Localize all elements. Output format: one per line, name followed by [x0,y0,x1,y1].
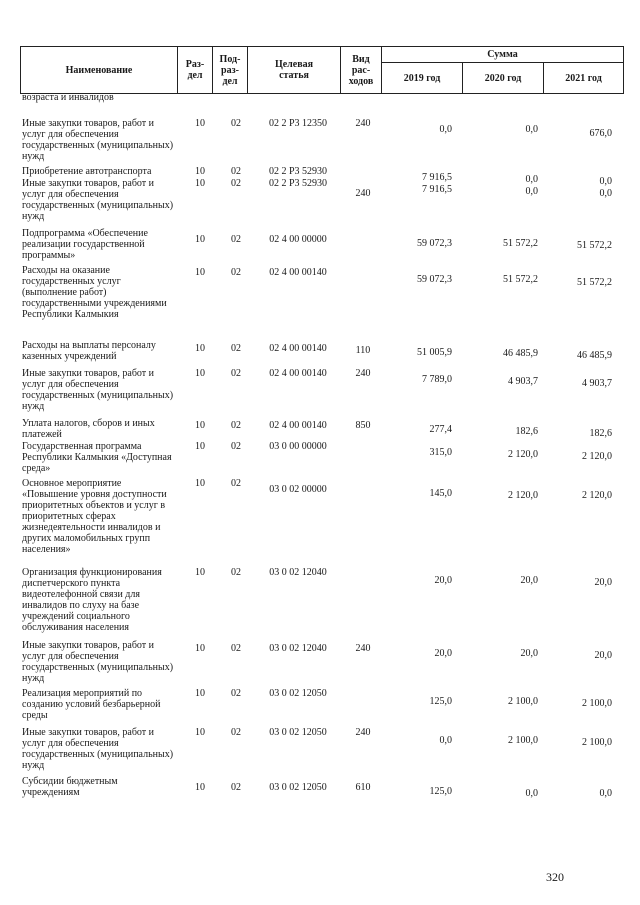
header-podrazdel: Под- раз- дел [212,46,248,94]
cell-celevaya: 03 0 02 12040 [269,567,327,578]
cell-name: Расходы на выплаты персоналу казенных учреждений [22,340,156,362]
cell-podrazdel: 02 [231,420,241,431]
cell-name: Субсидии бюджетным учреждениям [22,776,118,798]
cell-podrazdel: 02 [231,441,241,452]
cell-podrazdel: 02 [231,267,241,278]
cell-razdel: 10 [195,420,205,431]
cell-vid: 610 [355,782,371,793]
cell-razdel: 10 [195,178,205,189]
cell-razdel: 10 [195,166,205,177]
cell-2020: 2 100,0 [508,696,538,707]
cell-celevaya: 03 0 00 00000 [269,441,327,452]
cell-podrazdel: 02 [231,643,241,654]
cell-2021: 0,0 [599,188,612,199]
cell-podrazdel: 02 [231,782,241,793]
page-number: 320 [546,870,564,884]
cell-vid: 110 [355,345,371,356]
cell-name: Подпрограмма «Обеспечение реализации государственной программы» [22,228,148,261]
cell-podrazdel: 02 [231,688,241,699]
header-vid: Вид рас- ходов [340,46,382,94]
cell-name: Реализация мероприятий по созданию условий безбарьерной среды [22,688,161,721]
cell-2021: 0,0 [599,788,612,799]
cell-podrazdel: 02 [231,118,241,129]
cell-2021: 51 572,2 [577,277,612,288]
cell-2021: 676,0 [589,128,612,139]
cell-celevaya: 02 2 P3 52930 [268,178,328,189]
cell-razdel: 10 [195,441,205,452]
cell-2019: 7 916,5 [422,184,452,195]
cell-name: Расходы на оказание государственных услуг (выполнение работ) государственными учреждениями Республики Калмыкия [22,265,167,320]
cell-2020: 20,0 [520,648,538,659]
cell-razdel: 10 [195,368,205,379]
header-razdel: Раз- дел [177,46,213,94]
cell-2021: 2 100,0 [582,698,612,709]
cell-name: Иные закупки товаров, работ и услуг для обеспечения государственных (муниципальных) нужд [22,368,174,412]
cell-2021: 182,6 [589,428,612,439]
cell-name: возраста и инвалидов [22,92,114,103]
cell-celevaya: 03 0 02 00000 [269,484,327,495]
cell-2020: 0,0 [525,174,538,185]
cell-name: Иные закупки товаров, работ и услуг для обеспечения государственных (муниципальных) нужд [22,640,174,684]
cell-2019: 0,0 [439,735,452,746]
cell-razdel: 10 [195,343,205,354]
cell-2020: 51 572,2 [503,274,538,285]
cell-2019: 125,0 [429,696,452,707]
cell-razdel: 10 [195,118,205,129]
cell-vid: 240 [355,118,371,129]
cell-2021: 2 120,0 [582,490,612,501]
cell-2019: 59 072,3 [417,274,452,285]
cell-2019: 51 005,9 [417,347,452,358]
cell-razdel: 10 [195,234,205,245]
cell-2020: 2 120,0 [508,490,538,501]
cell-razdel: 10 [195,727,205,738]
cell-2019: 7 789,0 [422,374,452,385]
cell-2020: 51 572,2 [503,238,538,249]
cell-podrazdel: 02 [231,368,241,379]
cell-2019: 125,0 [429,786,452,797]
cell-2020: 46 485,9 [503,348,538,359]
cell-2021: 4 903,7 [582,378,612,389]
cell-celevaya: 03 0 02 12050 [269,688,327,699]
cell-2019: 0,0 [439,124,452,135]
header-celevaya: Целевая статья [247,46,341,94]
cell-2020: 2 100,0 [508,735,538,746]
cell-2019: 59 072,3 [417,238,452,249]
cell-celevaya: 02 4 00 00140 [269,420,327,431]
cell-2020: 182,6 [515,426,538,437]
cell-razdel: 10 [195,478,205,489]
header-name: Наименование [20,46,178,94]
cell-name: Государственная программа Республики Калмыкия «Доступная среда» [22,441,172,474]
cell-2020: 4 903,7 [508,376,538,387]
cell-2021: 20,0 [594,577,612,588]
cell-name: Организация функционирования диспетчерского пункта видеотелефонной связи для инвалидов по слуху на базе учреждений социального обслуживания населения [22,567,162,633]
cell-podrazdel: 02 [231,567,241,578]
cell-vid: 240 [355,643,371,654]
cell-razdel: 10 [195,267,205,278]
cell-podrazdel: 02 [231,478,241,489]
cell-2021: 51 572,2 [577,240,612,251]
cell-celevaya: 02 4 00 00140 [269,368,327,379]
cell-celevaya: 03 0 02 12050 [269,727,327,738]
cell-name: Иные закупки товаров, работ и услуг для обеспечения государственных (муниципальных) нужд [22,178,174,222]
cell-name: Иные закупки товаров, работ и услуг для обеспечения государственных (муниципальных) нужд [22,118,174,162]
cell-2020: 20,0 [520,575,538,586]
cell-razdel: 10 [195,688,205,699]
cell-2019: 277,4 [429,424,452,435]
cell-vid: 240 [355,727,371,738]
cell-celevaya: 03 0 02 12040 [269,643,327,654]
cell-podrazdel: 02 [231,727,241,738]
cell-2019: 315,0 [429,447,452,458]
cell-2019: 20,0 [434,648,452,659]
cell-2019: 20,0 [434,575,452,586]
cell-celevaya: 03 0 02 12050 [269,782,327,793]
cell-name: Иные закупки товаров, работ и услуг для обеспечения государственных (муниципальных) нужд [22,727,174,771]
cell-2021: 46 485,9 [577,350,612,361]
header-year-2021: 2021 год [543,62,624,94]
cell-2020: 0,0 [525,124,538,135]
cell-name: Уплата налогов, сборов и иных платежей [22,418,155,440]
cell-celevaya: 02 2 P3 52930 [268,166,328,177]
table-header [20,46,624,94]
cell-2020: 0,0 [525,788,538,799]
cell-2020: 2 120,0 [508,449,538,460]
cell-razdel: 10 [195,643,205,654]
header-summa: Сумма [381,46,624,63]
cell-celevaya: 02 4 00 00140 [269,267,327,278]
cell-vid: 850 [355,420,371,431]
cell-celevaya: 02 4 00 00000 [269,234,327,245]
cell-podrazdel: 02 [231,234,241,245]
cell-vid: 240 [355,188,371,199]
cell-podrazdel: 02 [231,343,241,354]
cell-podrazdel: 02 [231,178,241,189]
cell-2020: 0,0 [525,186,538,197]
cell-name: Основное мероприятие «Повышение уровня доступности приоритетных объектов и услуг в приоритетных сферах жизнедеятельности инвалидов и других маломобильных групп населения» [22,478,167,555]
cell-vid: 240 [355,368,371,379]
cell-2019: 7 916,5 [422,172,452,183]
header-year-2020: 2020 год [462,62,544,94]
cell-2019: 145,0 [429,488,452,499]
cell-2021: 2 100,0 [582,737,612,748]
cell-2021: 20,0 [594,650,612,661]
cell-2021: 2 120,0 [582,451,612,462]
cell-celevaya: 02 4 00 00140 [269,343,327,354]
cell-razdel: 10 [195,782,205,793]
cell-2021: 0,0 [599,176,612,187]
cell-podrazdel: 02 [231,166,241,177]
header-year-2019: 2019 год [381,62,463,94]
cell-name: Приобретение автотранспорта [22,166,152,177]
cell-celevaya: 02 2 P3 12350 [268,118,328,129]
cell-razdel: 10 [195,567,205,578]
